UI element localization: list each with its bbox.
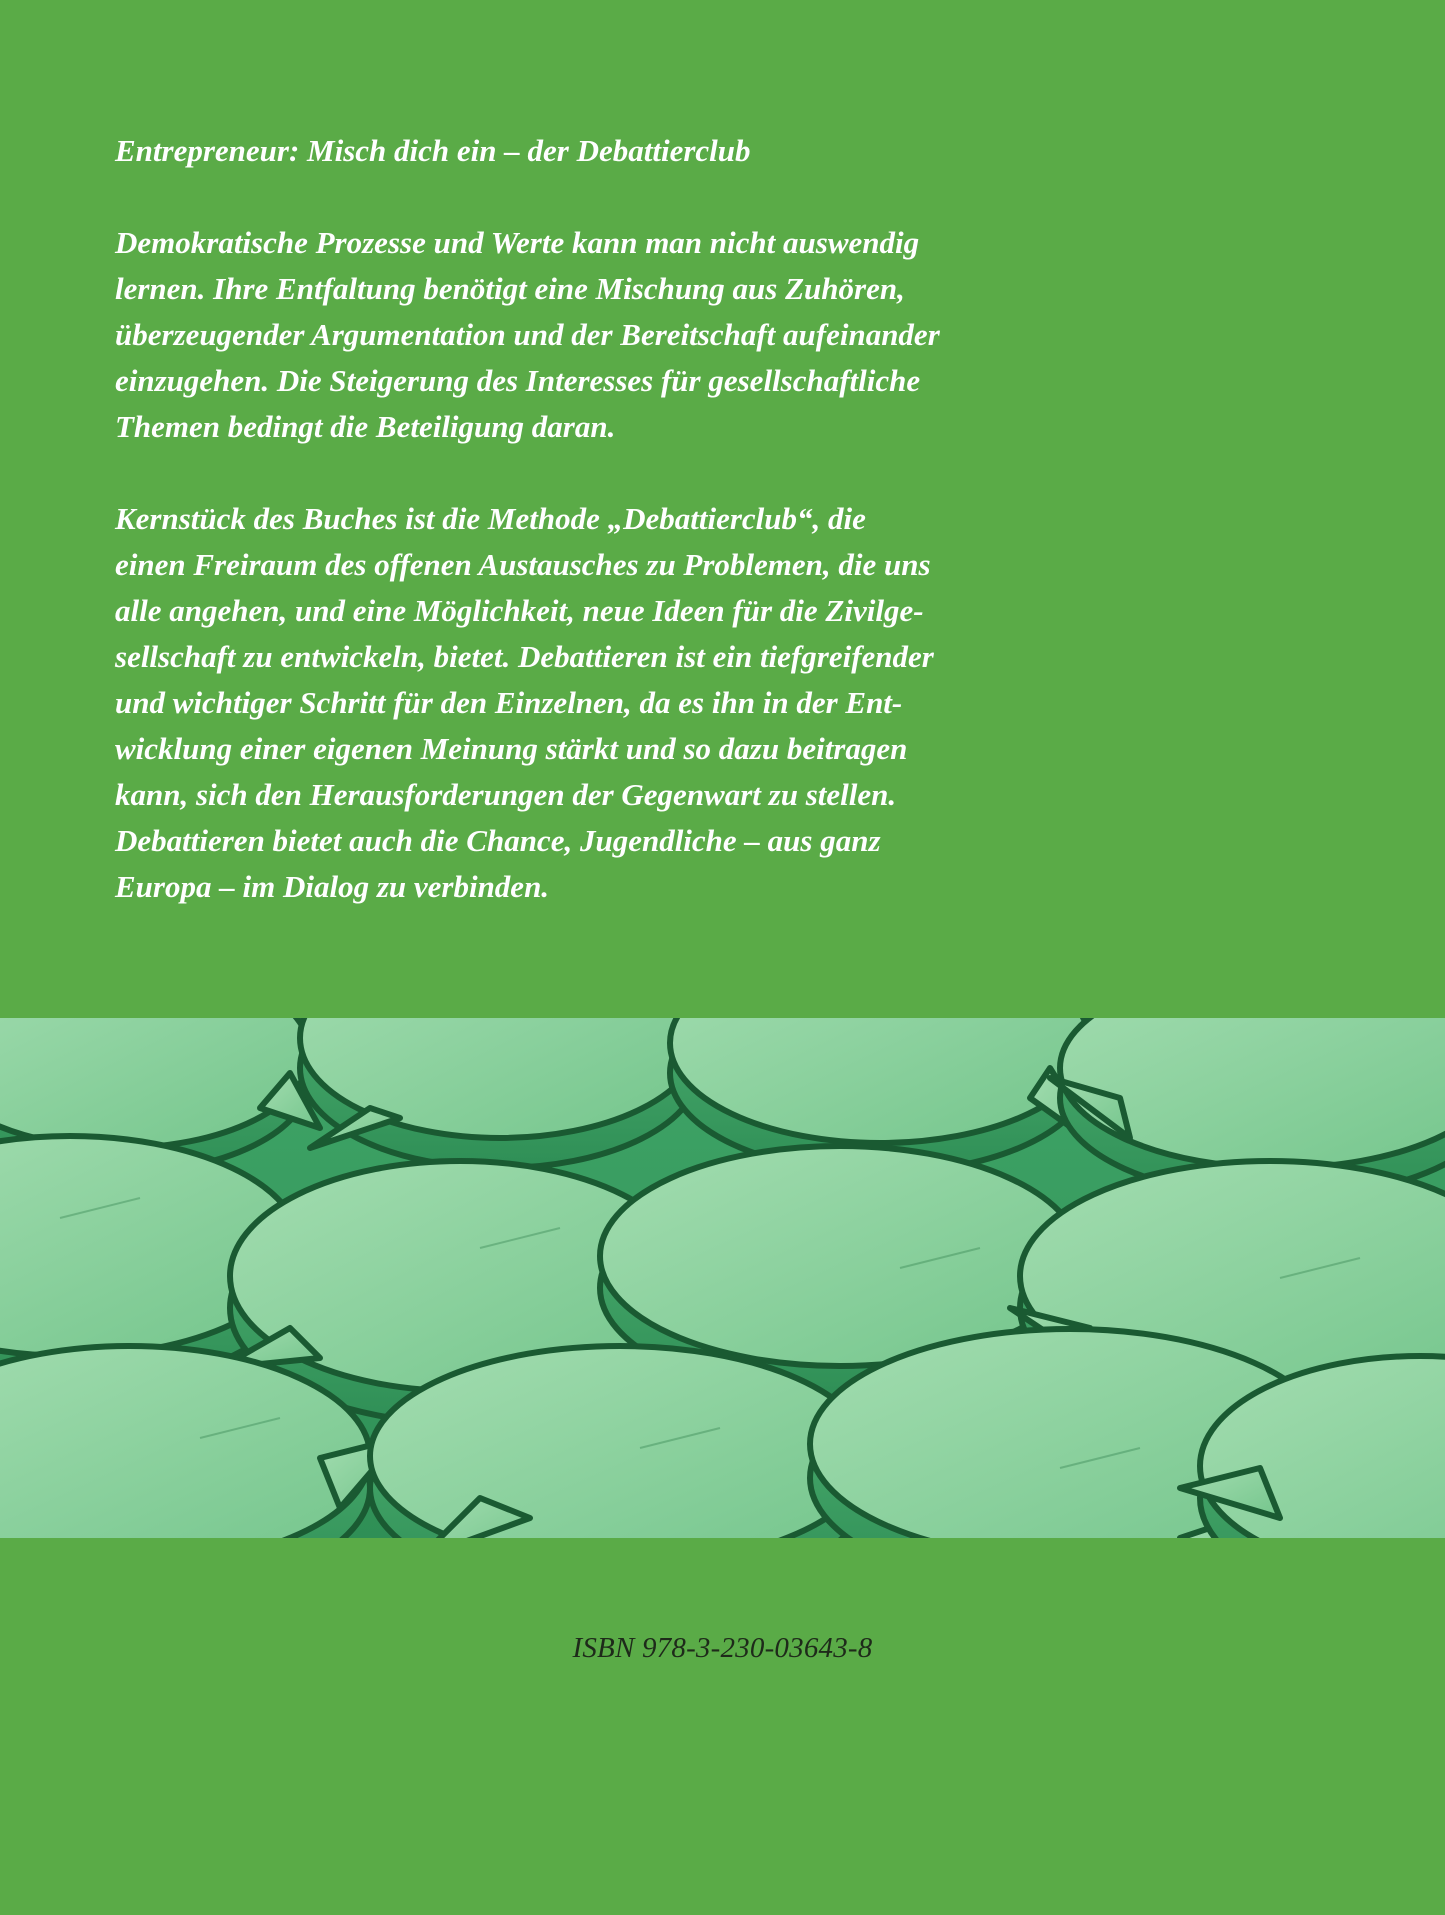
paragraph-line: sellschaft zu entwickeln, bietet. Debattieren ist ein tiefgreifender [115,639,934,674]
isbn-number [0,1632,1445,1665]
speech-bubbles-illustration [0,1018,1445,1538]
paragraph-line: einzugehen. Die Steigerung des Interesses für gesellschaftliche [115,363,921,398]
paragraph-line: kann, sich den Herausforderungen der Gegenwart zu stellen. [115,777,897,812]
speech-bubbles-image [0,1018,1445,1538]
blurb-paragraph-2 [115,496,1075,910]
blurb-title: Entrepreneur: Misch dich ein – der Debattierclub [115,133,751,168]
paragraph-line: lernen. Ihre Entfaltung benötigt eine Mischung aus Zuhören, [115,271,905,306]
paragraph-line: alle angehen, und eine Möglichkeit, neue Ideen für die Zivilge- [115,593,924,628]
paragraph-line: und wichtiger Schritt für den Einzelnen, da es ihn in der Ent- [115,685,903,720]
paragraph-line: Kernstück des Buches ist die Methode „Debattierclub“, die [115,501,866,536]
paragraph-line: einen Freiraum des offenen Austausches zu Problemen, die uns [115,547,931,582]
blurb-paragraph-1 [115,220,1075,450]
paragraph-line: Europa – im Dialog zu verbinden. [115,869,550,904]
paragraph-line: Debattieren bietet auch die Chance, Jugendliche – aus ganz [115,823,881,858]
blurb-text [115,128,1075,956]
isbn-text: ISBN 978-3-230-03643-8 [572,1632,873,1664]
paragraph-line: Themen bedingt die Beteiligung daran. [115,409,616,444]
paragraph-line: überzeugender Argumentation und der Bereitschaft aufeinander [115,317,940,352]
paragraph-line: wicklung einer eigenen Meinung stärkt und so dazu beitragen [115,731,908,766]
paragraph-line: Demokratische Prozesse und Werte kann man nicht auswendig [115,225,920,260]
speech-bubble [370,1346,870,1538]
